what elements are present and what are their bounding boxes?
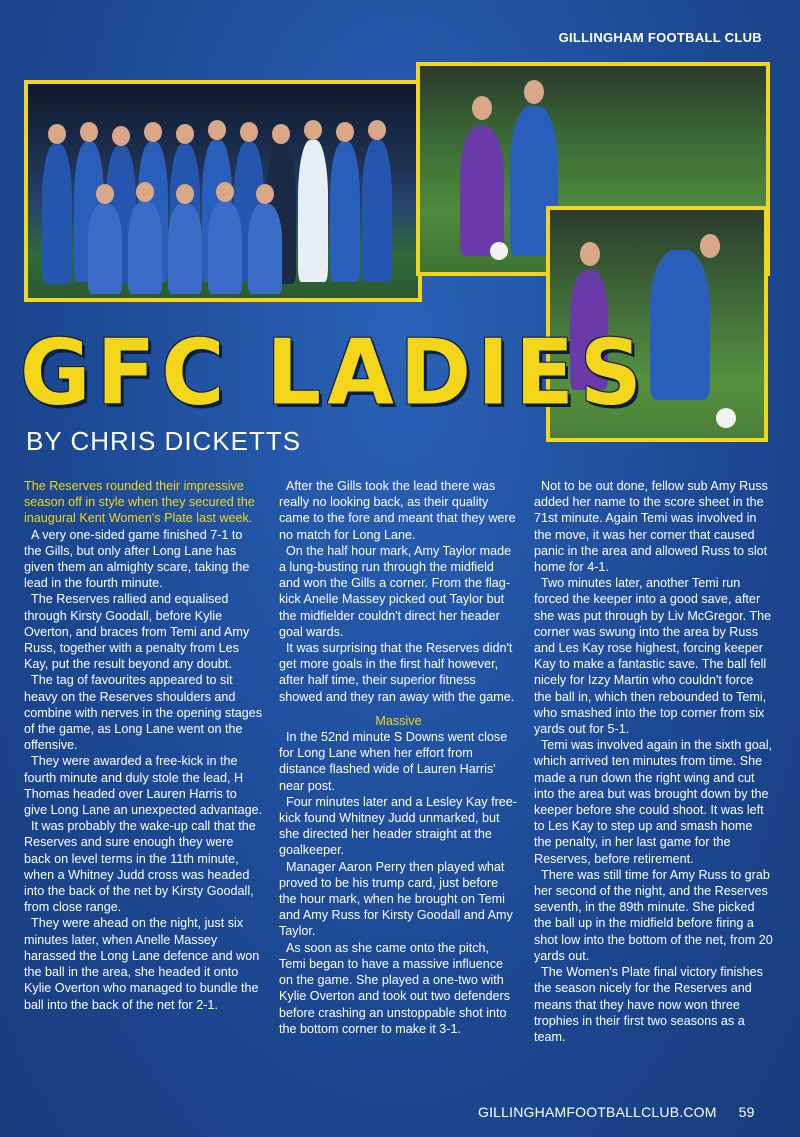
paragraph: As soon as she came onto the pitch, Temi began to have a massive influence on the game. She played a one-two with Kylie Overton and took out two defenders before crashing an unstoppable shot into the bottom corner to make it 3-1. [279,940,511,1036]
subheading: Massive [375,713,422,728]
paragraph: There was still time for Amy Russ to grab her second of the night, and the Reserves seventh, in the 89th minute. She picked the ball up in the midfield before firing a shot low into the bottom of the net, from 20 yards out. [534,867,773,963]
article-body [24,478,774,1078]
article-intro: The Reserves rounded their impressive season off in style when they secured the inaugural Kent Women's Plate last week. [24,479,255,526]
paragraph: The tag of favourites appeared to sit heavy on the Reserves shoulders and combine with nerves in the opening stages of the game, as Long Lane went on the offensive. [24,673,263,753]
paragraph: In the 52nd minute S Downs went close for Long Lane when her effort from distance flashed wide of Lauren Harris' near post. [279,730,508,793]
paragraph: After the Gills took the lead there was really no looking back, as their quality came to the fore and meant that they were no match for Long Lane. [279,479,516,542]
paragraph: The Reserves rallied and equalised through Kirsty Goodall, before Kylie Overton, and braces from Temi and Amy Russ, together with a penalty from Les Kay, put the result beyond any doubt. [24,592,250,672]
column-1 [24,478,263,1078]
page-number: 59 [738,1104,755,1120]
paragraph: It was surprising that the Reserves didn't get more goals in the first half however, after half time, their superior fitness showed and they ran away with the game. [279,641,515,704]
club-header: GILLINGHAM FOOTBALL CLUB [558,30,762,45]
website-link[interactable]: GILLINGHAMFOOTBALLCLUB.COM [478,1104,717,1120]
paragraph: It was probably the wake-up call that the Reserves and sure enough they were back on level terms in the 11th minute, when a Whitney Judd cross was headed into the back of the net by Kirsty Goodall, from close range. [24,819,256,915]
paragraph: The Women's Plate final victory finishes the season nicely for the Reserves and means that they have now won three trophies in their first two seasons as a team. [534,965,763,1044]
paragraph: Manager Aaron Perry then played what proved to be his trump card, just before the hour mark, when he brought on Temi and Amy Russ for Kirsty Goodall and Amy Taylor. [279,859,513,939]
article-byline: BY CHRIS DICKETTS [26,426,302,456]
paragraph: On the half hour mark, Amy Taylor made a lung-busting run through the midfield and won the Gills a corner. From the flag-kick Anelle Massey picked out Taylor but the midfielder couldn't direct her header goal wards. [279,543,512,639]
paragraph: A very one-sided game finished 7-1 to the Gills, but only after Long Lane has given them an almighty scare, taking the lead in the fourth minute. [24,527,250,591]
paragraph: Four minutes later and a Lesley Kay free-kick found Whitney Judd unmarked, but she directed her header straight at the goalkeeper. [279,794,517,858]
page-footer [478,1104,755,1120]
paragraph: Two minutes later, another Temi run forced the keeper into a good save, after she was put through by Liv McGregor. The corner was swung into the area by Russ and Les Kay rose highest, forcing keeper Kay to make a fantastic save. The ball fell nicely for Izzy Martin who couldn't force the ball in, which then rebounded to Temi, who smashed into the top corner from six yards out for 5-1. [534,576,772,737]
article-title: GFC LADIES [20,320,648,426]
paragraph: They were ahead on the night, just six minutes later, when Anelle Massey harassed the Long Lane defence and won the ball in the area, she headed it onto Kylie Overton who managed to bundle the ball into the back of the net for 2-1. [24,916,260,1012]
paragraph: They were awarded a free-kick in the fourth minute and duly stole the lead, H Thomas headed over Lauren Harris to give Long Lane an unexpected advantage. [24,754,263,818]
team-group-photo [24,80,422,302]
paragraph: Not to be out done, fellow sub Amy Russ added her name to the score sheet in the 71st minute. Again Temi was involved in the move, it was her corner that caused panic in the area and allowed Russ to slot home for 4-1. [534,479,768,575]
paragraph: Temi was involved again in the sixth goal, which arrived ten minutes from time. She made a run down the right wing and cut into the area but was brought down by the keeper before she could shoot. It was left to Les Kay to step up and smash home the penalty, in her last game for the Reserves, before retirement. [534,738,773,866]
column-2 [279,478,518,1078]
column-3 [534,478,773,1078]
